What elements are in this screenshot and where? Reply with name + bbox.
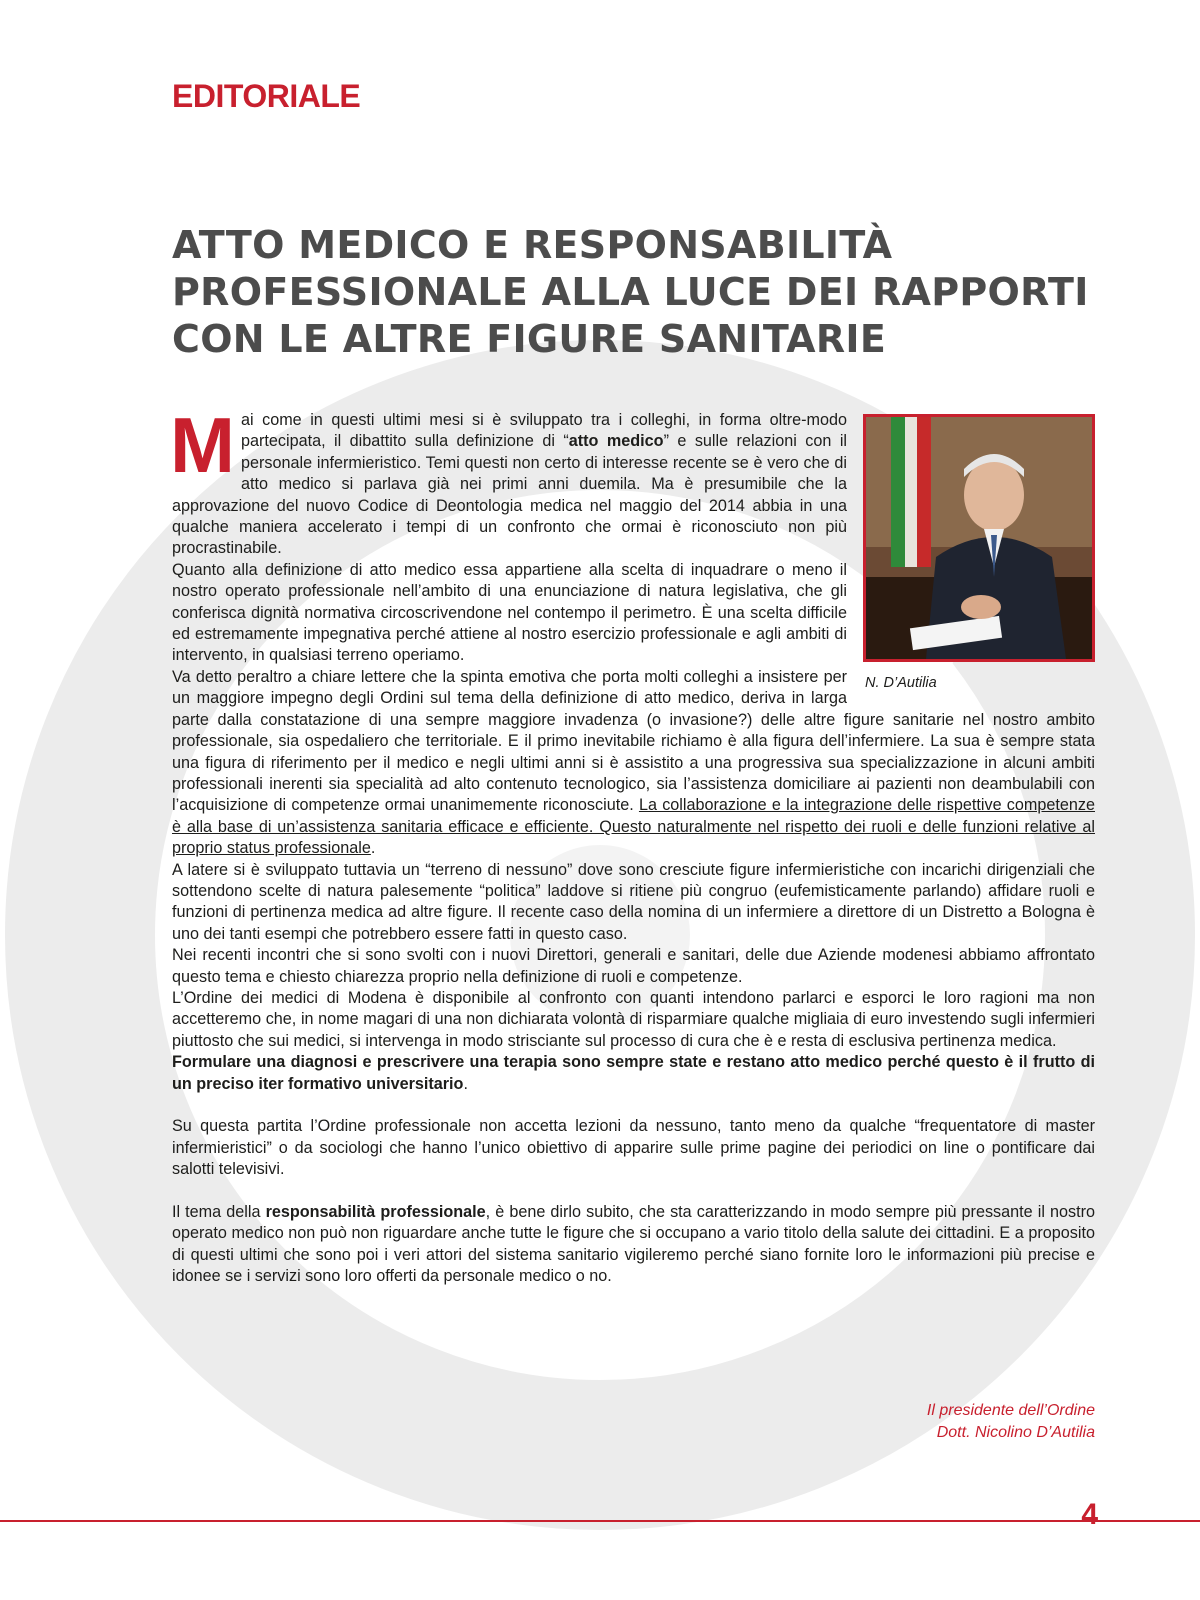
section-label: EDITORIALE [172, 78, 361, 114]
paragraph-text: ” e sulle relazioni con il personale infermieristico. Temi questi non certo di interesse recente se è vero che di atto medico si parlava già nei primi anni duemila. Ma è presumibile che la approvazione del nuovo Codice di Deontologia medica nel maggio del 2014 abbia in una qualche maniera accelerato i tempi di un confronto che ormai è riconosciuto non più procrastinabile. [172, 432, 848, 558]
signature-role: Il presidente dell’Ordine [926, 1402, 1095, 1419]
underlined-text: La collaborazione e la integrazione delle rispettive competenze è alla base di un’assistenza sanitaria efficace e efficiente. Questo naturalmente nel rispetto dei ruoli e delle funzioni relative al proprio status professionale [172, 796, 1095, 858]
paragraph-text: ai come in questi ultimi mesi si è sviluppato tra i colleghi, in forma oltre-modo partecipata, il dibattito sulla definizione di “ [240, 411, 847, 451]
drop-cap: M [170, 401, 235, 489]
bold-term: responsabilità professionale [265, 1203, 486, 1221]
paragraph: Quanto alla definizione di atto medico essa appartiene alla scelta di inquadrare o meno il nostro operato professionale nell’ambito di una enunciazione di natura legislativa, che gli conferisca dignità normativa circoscrivendone nel contempo il perimetro. È una scelta difficile ed estremamente impegnativa perché attiene al nostro esercizio professionale e agli ambiti di intervento, in qualsiasi terreno operiamo. [172, 560, 847, 665]
paragraph: A latere si è sviluppato tuttavia un “terreno di nessuno” dove sono cresciute figure infermieristiche con incarichi dirigenziali che sottendono scelte di natura palesemente “politica” laddove si ritiene più congruo (eufemisticamente parlando) affidare ruoli e funzioni di pertinenza medica ad altre figure. Il recente caso della nomina di un infermiere a direttore di un Distretto a Bologna è uno dei tanti esempi che potrebbero essere fatti in questo caso. [172, 860, 1095, 943]
article-title [172, 222, 1112, 363]
title-line: PROFESSIONALE ALLA LUCE DEI RAPPORTI [172, 270, 1089, 314]
paragraph: Su questa partita l’Ordine professionale non accetta lezioni da nessuno, tanto meno da qualche “frequentatore di master infermieristici” o da sociologi che hanno l’unico obiettivo di apparire sulle prime pagine dei periodici on line o pontificare dai salotti televisivi. [172, 1117, 1095, 1179]
paragraph: L’Ordine dei medici di Modena è disponibile al confronto con quanti intendono parlarci e esporci le loro ragioni ma non accetteremo che, in nome magari di una non dichiarata volontà di risparmiare qualche migliaia di euro investendo sugli infermieri piuttosto che sui medici, si intervenga in modo strisciante sul processo di cura che è e resta di esclusiva pertinenza medica. [172, 988, 1095, 1050]
page-number: 4 [1081, 1498, 1098, 1531]
title-line: CON LE ALTRE FIGURE SANITARIE [172, 317, 887, 361]
paragraph-text: Va detto peraltro a chiare lettere che la spinta emotiva che porta molti colleghi a insistere per un maggiore impegno degli Ordini sul tema della definizione di atto medico, deriva in larga parte dalla constatazione di una sempre maggiore invadenza (o invasione?) delle altre figure sanitarie nel nostro ambito professionale, sia ospedaliero che territoriale. E il primo inevitabile richiamo è alla figura dell’infermiere. La sua è sempre stata una figura di riferimento per il medico e negli ultimi anni si è assistito a una progressiva sua specializzazione in alcuni ambiti professionali inerenti sia specialità ad alto contenuto tecnologico, sia l’assistenza domiciliare ai pazienti non deambulabili con l’acquisizione di competenze ormai unanimemente riconosciute. [172, 667, 1095, 815]
paragraph-text: Il tema della [172, 1203, 266, 1221]
title-line: ATTO MEDICO E RESPONSABILITÀ [172, 223, 893, 267]
paragraph-text: . [370, 839, 376, 858]
paragraph-text: . [463, 1074, 468, 1093]
paragraph [172, 1202, 1095, 1288]
photo-caption: N. D’Autilia [865, 675, 937, 691]
paragraph: Nei recenti incontri che si sono svolti con i nuovi Direttori, generali e sanitari, delle due Aziende modenesi abbiamo affrontato questo tema e chiesto chiarezza proprio nella definizione di ruoli e competenze. [172, 946, 1095, 986]
signature-block [927, 1400, 1095, 1444]
photo-float-spacer [853, 410, 1095, 702]
article-body [170, 401, 1095, 1288]
bold-statement: Formulare una diagnosi e prescrivere una terapia sono sempre state e restano atto medico perché questo è il frutto di un preciso iter formativo universitario [172, 1053, 1095, 1093]
paragraph-text: , è bene dirlo subito, che sta caratterizzando in modo sempre più pressante il nostro operato medico non può non riguardare anche tutte le figure che si occupano a vario titolo della salute dei cittadini. E a proposito di questi ultimi che sono poi i veri attori del sistema sanitario vigileremo perché siano fornite loro le informazioni più precise e idonee se i servizi sono loro offerti da personale medico o no. [172, 1203, 1095, 1286]
bold-term: atto medico [568, 432, 664, 451]
footer-rule [0, 1520, 1200, 1522]
paragraph [172, 1052, 1095, 1095]
signature-name: Dott. Nicolino D’Autilia [936, 1424, 1095, 1441]
